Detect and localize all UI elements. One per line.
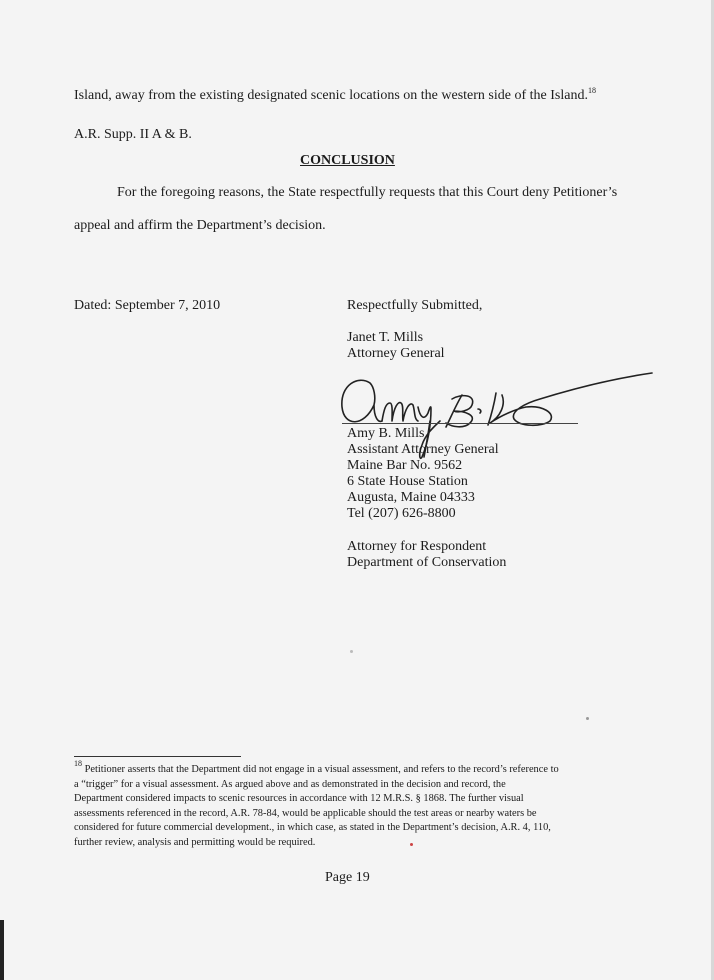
body-text-line-2: A.R. Supp. II A & B.: [74, 127, 192, 142]
conclusion-heading: CONCLUSION: [300, 153, 395, 168]
body-text-line-1: Island, away from the existing designated scenic locations on the western side of the Island.$^{18}$: [74, 86, 596, 103]
scan-speck: [586, 717, 589, 720]
scan-edge: [0, 920, 4, 980]
attorney-general-title: Attorney General: [347, 346, 445, 361]
footnote-reference: 18: [587, 86, 596, 95]
page-number: Page 19: [325, 870, 370, 885]
footnote-separator: [74, 756, 241, 757]
attorney-general-name: Janet T. Mills: [347, 330, 424, 345]
signature-line: [342, 423, 578, 424]
bar-number: Maine Bar No. 9562: [347, 458, 463, 473]
scan-speck: [410, 843, 413, 846]
footnote-line-3: Department considered impacts to scenic resources in accordance with 12 M.R.S. § 1868. The further visual: [74, 793, 524, 804]
scan-speck: [350, 650, 353, 653]
telephone: Tel (207) 626-8800: [347, 506, 456, 521]
signer-name: Amy B. Mills: [347, 426, 425, 441]
respectfully-submitted: Respectfully Submitted,: [347, 298, 483, 313]
footnote-line-4: assessments referenced in the record, A.R. 78-84, would be applicable should the test areas or nearby waters be: [74, 808, 537, 819]
conclusion-text-line-1: For the foregoing reasons, the State respectfully requests that this Court deny Petitioner’s: [117, 185, 618, 200]
footnote-line-6: further review, analysis and permitting would be required.: [74, 837, 316, 848]
conclusion-text-line-2: appeal and affirm the Department’s decision.: [74, 218, 326, 233]
footnote-line-1: $^{18}$ Petitioner asserts that the Department did not engage in a visual assessment, and refers to the record’s reference to: [74, 759, 559, 775]
dated-line: Dated: September 7, 2010: [74, 298, 221, 313]
address-line-2: Augusta, Maine 04333: [347, 490, 475, 505]
signer-title: Assistant Attorney General: [347, 442, 499, 457]
attorney-role-line-1: Attorney for Respondent: [347, 539, 487, 554]
footnote-line-5: considered for future commercial development., in which case, as stated in the Department’s decision, A.R. 4, 110,: [74, 822, 551, 833]
address-line-1: 6 State House Station: [347, 474, 468, 489]
attorney-role-line-2: Department of Conservation: [347, 555, 507, 570]
footnote-line-2: a “trigger” for a visual assessment. As argued above and as demonstrated in the decision and record, the: [74, 779, 506, 790]
footnote-number: 18: [74, 759, 82, 768]
